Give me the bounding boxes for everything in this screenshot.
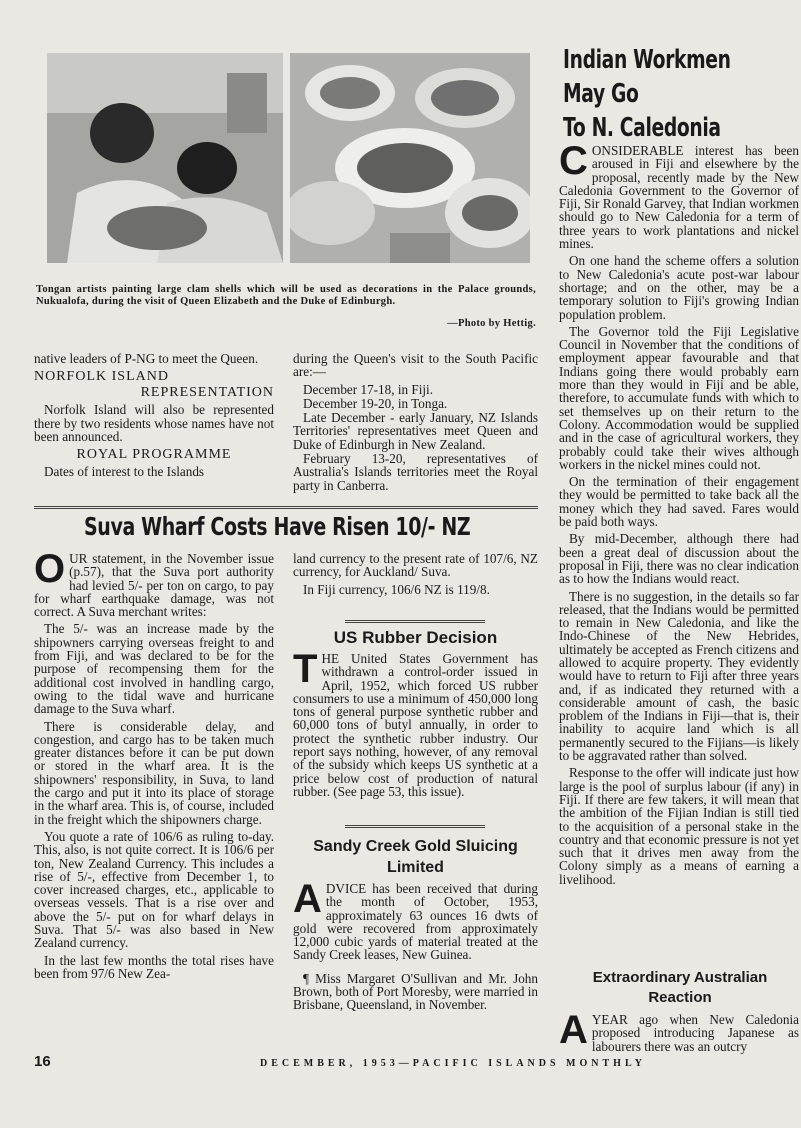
suva-headline: Suva Wharf Costs Have Risen 10/- NZ	[84, 512, 471, 541]
p-queen-visit: during the Queen's visit to the South Pacific are:—	[293, 351, 538, 380]
indian-p4: On the termination of their engagement they would be permitted to take back all the money which they had saved. Fares would be paid both ways.	[559, 474, 799, 530]
suva-p5: In the last few months the total rises have been from 97/6 New Zea-	[34, 952, 274, 981]
running-footer: DECEMBER, 1953—PACIFIC ISLANDS MONTHLY	[260, 1058, 646, 1069]
indian-column-end	[559, 1008, 799, 1057]
photo-caption	[36, 284, 536, 307]
artist-photo	[47, 53, 283, 263]
indian-subheading: Extraordinary Australian Reaction	[592, 969, 768, 1006]
p-dates: Dates of interest to the Islands	[44, 464, 205, 480]
page-number: 16	[34, 1053, 51, 1070]
suva-dropcap: O	[34, 547, 66, 591]
rubber-column	[293, 647, 538, 802]
left-top-col2	[293, 352, 538, 496]
p-late-dec: Late December - early January, NZ Islands Territories' representatives meet Queen and Duke of Edinburgh in New Zealand.	[293, 410, 538, 452]
indian-dropcap: C	[559, 139, 588, 183]
rubber-p1: THE United States Government has withdrawn a control-order issued in April, 1952, which forced US rubber consumers to use a minimum of 450,000 long tons of general purpose synthetic rubber and 60,000 tons of butyl annually, in order to protect the synthetic rubber industry. Our report says nothing, however, of any removal of the subsidy which keeps US synthetic at a price below cost of production of natural rubber. (See page 53, this issue).	[293, 647, 538, 799]
indian-headline-2: May Go	[563, 79, 639, 109]
suva-p3: There is considerable delay, and congestion, and cargo has to be taken much greater distances before it can be put down or stored in the wharf area. It is the shipowners' responsibility, in Suva, to land the cargo and put it into its place of storage in the wharf area. This is, of course, included in the freight which the shipowners charge.	[34, 718, 274, 827]
indian-p3: The Governor told the Fiji Legislative Council in November that the conditions of employment appear favourable and that Indians going there would probably earn more than they would in Fiji and be able, therefore, to accumulate funds with which to set themselves up on their return to the Colony. Accommodation would be supplied and in the case of agricultural workers, they probably could take their wives although workers in the nickel mines could not.	[559, 323, 799, 472]
sandy-column	[293, 877, 538, 1016]
caption-text: Tongan artists painting large clam shells which will be used as decorations in the Palace grounds, Nukualofa, during the visit of Queen Elizabeth and the Duke of Edinburgh.	[36, 284, 536, 307]
suva-p1: OUR statement, in the November issue (p.57), that the Suva port authority had levied 5/- per ton on cargo, to pay for wharf earthquake damage, was not correct. A Suva merchant writes:	[34, 547, 274, 620]
p-leaders: native leaders of P-NG to meet the Queen.	[34, 351, 259, 366]
suva-c2p1: land currency to the present rate of 107/6, NZ currency, for Auckland/ Suva.	[293, 551, 538, 580]
indian-p5: By mid-December, although there had been a great deal of discussion about the proposal in Fiji, there was no clear indication as to how the Indians would react.	[559, 531, 799, 587]
rubber-headline: US Rubber Decision	[333, 628, 498, 647]
sandy-headline: Sandy Creek Gold Sluicing Limited	[313, 838, 518, 876]
suva-c2p2: In Fiji currency, 106/6 NZ is 119/8.	[303, 581, 490, 597]
sandy-dropcap: A	[293, 877, 322, 921]
indian-headline-1: Indian Workmen	[563, 45, 731, 75]
indian-p6: There is no suggestion, in the details so far released, that the Indians would be permitted to remain in New Caledonia, and like the Indo-Chinese of the New Hebrides, ultimately be accepted as French citizens and allowed to acquire property. They evidently would have to return to Fiji after three years and, if as indicated they returned with a considerable amount of cash, the basic problem of the Indians in Fiji—that is, their inability to acquire land which is all permanently secured to the Fijians—is likely to be aggravated rather than solved.	[559, 588, 799, 764]
indian-headline-3: To N. Caledonia	[563, 113, 721, 143]
p-dec-fiji: December 17-18, in Fiji.	[303, 381, 434, 397]
photo-credit: —Photo by Hettig.	[447, 318, 536, 329]
suva-col1	[34, 547, 274, 984]
indian-p1: CONSIDERABLE interest has been aroused in Fiji and elsewhere by the proposal, recently made by the New Caledonia Government to the Governor of Fiji, Sir Ronald Garvey, that Indian workmen should go to New Caledonia for a term of three years to work plantations and nickel mines.	[559, 139, 799, 252]
left-top-col1	[34, 352, 274, 482]
rule-above-rubber	[345, 620, 485, 623]
indian-dropcap-2: A	[559, 1008, 588, 1052]
suva-p4: You quote a rate of 106/6 as ruling to-day. This, also, is not quite correct. It is 106/6 per ton, New Zealand Currency. This includes a rise of 5/-, effective from December 1, to cover increased charges, etc., applicable to overseas vessels. That is a rise over and above the 5/- put on for wharf delays in Suva. That 5/- was also based in New Zealand currency.	[34, 828, 274, 951]
indian-p8: AYEAR ago when New Caledonia proposed introducing Japanese as labourers there was an outcry	[559, 1008, 799, 1054]
rubber-dropcap: T	[293, 647, 318, 691]
rule-above-sandy	[345, 825, 485, 828]
suva-col2	[293, 552, 538, 600]
p-feb: February 13-20, representatives of Australia's Islands territories meet the Royal party in Canberra.	[293, 451, 538, 493]
indian-column	[559, 139, 799, 890]
sandy-p2: ¶ Miss Margaret O'Sullivan and Mr. John Brown, both of Port Moresby, were married in Brisbane, Queensland, in November.	[293, 970, 538, 1013]
suva-p2: The 5/- was an increase made by the shipowners carrying overseas freight to and from Fiji, and was declared to be for the purpose of recompensing them for the additional cost involved in handling cargo, owing to the tidal wave and hurricane damage to the Suva wharf.	[34, 621, 274, 717]
photo-right	[290, 53, 530, 263]
rule-above-suva	[34, 506, 538, 509]
sandy-p1: ADVICE has been received that during the month of October, 1953, approximately 63 ounces 16 dwts of gold were recovered from approximately 12,000 cubic yards of material treated at the Sandy Creek leases, New Guinea.	[293, 877, 538, 963]
p-norfolk: Norfolk Island will also be represented there by two residents whose names have not been announced.	[34, 402, 274, 444]
indian-p7: Response to the offer will indicate just how large is the pool of surplus labour (if any) in Fiji. If there are few takers, it will mean that the ambition of the Fijian Indian is still tied to the acquisition of a personal stake in the country and that economic pressure is not yet such that it drives men away from the Colony simply as a means of earning a livelihood.	[559, 765, 799, 887]
royal-heading: ROYAL PROGRAMME	[76, 447, 232, 463]
indian-p2: On one hand the scheme offers a solution to New Caledonia's acute post-war labour shortage; and on the other, may be a temporary solution to Fiji's growing Indian population problem.	[559, 253, 799, 322]
norfolk-heading-1: NORFOLK ISLAND	[34, 369, 169, 385]
clam-shells-photo	[290, 53, 530, 263]
norfolk-heading-2: REPRESENTATION	[140, 385, 274, 401]
photo-left	[47, 53, 283, 263]
p-dec-tonga: December 19-20, in Tonga.	[303, 395, 448, 411]
